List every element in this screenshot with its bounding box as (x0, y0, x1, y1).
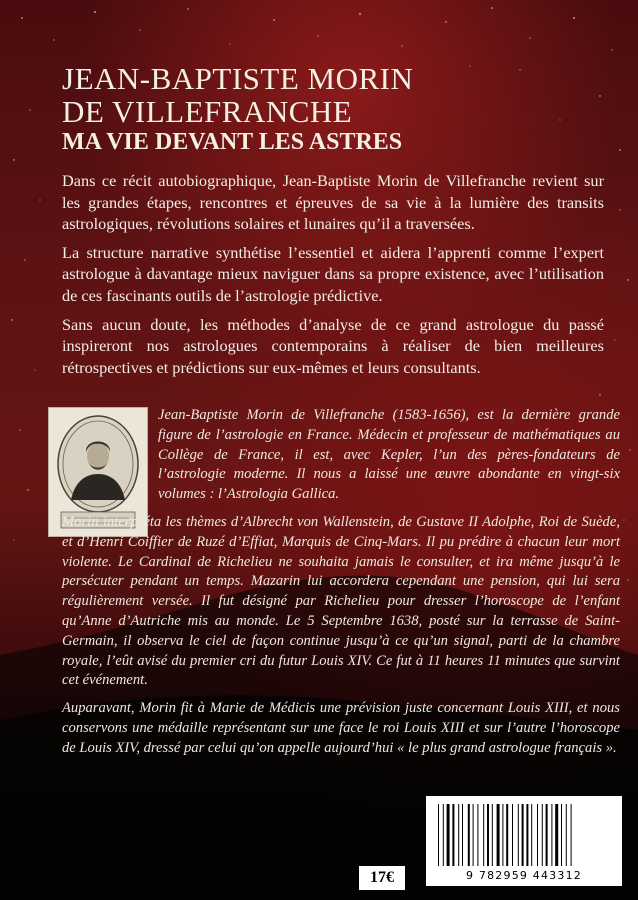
price-tag: 17€ (359, 866, 405, 890)
intro-paragraph-1: Dans ce récit autobiographique, Jean-Baptiste Morin de Villefranche revient sur les grandes étapes, rencontres et épreuves de sa vie à la lumière des transits astrologiques, révolutions solaires et lunaires qu’il a traversées. (62, 171, 604, 234)
isbn-number: 9 782959 443312 (466, 869, 582, 882)
bio-paragraph-3: Auparavant, Morin fit à Marie de Médicis une prévision juste concernant Louis XIII, et nous conservons une médaille représentant sur une face le roi Louis XIII et sur l’autre l’horoscope de Louis XIV, dressé par celui qu’on appelle aujourd’hui « le plus grand astrologue français ». (62, 700, 620, 756)
barcode-bars (426, 796, 622, 868)
title-block (62, 62, 413, 156)
intro-paragraph-2: La structure narrative synthétise l’essentiel et aidera l’apprenti comme l’expert astrologue à davantage mieux naviguer dans sa propre existence, avec l’utilisation de ces fascinants outils de l’astrologie prédictive. (62, 242, 604, 305)
book-title-line-1: JEAN-BAPTISTE MORIN (62, 61, 414, 96)
bio-paragraph-1: Jean-Baptiste Morin de Villefranche (1583-1656), est la dernière grande figure de l’astrologie en France. Médecin et professeur de mathématiques au Collège de France, il est, avec Kepler, l’un des pères-fondateurs de l’astrologie moderne. Il nous a laissé une œuvre abondante en vingt-six volumes : l’Astrologia Gallica. (158, 407, 620, 503)
book-subtitle: MA VIE DEVANT LES ASTRES (62, 129, 403, 155)
book-title-line-2: DE VILLEFRANCHE (62, 94, 353, 129)
intro-paragraph-3: Sans aucun doute, les méthodes d’analyse de ce grand astrologue du passé inspireront nos astrologues contemporains à réaliser de bien meilleures rétrospectives et prédictions sur eux-mêmes et leurs consultants. (62, 314, 604, 377)
isbn-barcode (426, 796, 622, 886)
author-biography (62, 406, 620, 767)
bio-paragraph-2: Morin interpréta les thèmes d’Albrecht von Wallenstein, de Gustave II Adolphe, Roi de Suède, et d’Henri Coiffier de Ruzé d’Effiat, Marquis de Cinq-Mars. Il pu prédire à chacun leur mort violente. Le Cardinal de Richelieu ne souhaita jamais le consulter, et ira même jusqu’à le persécuter pendant un temps. Mazarin lui accordera cependant une pension, qui lui sera régulièrement versée. Il fut désigné par Richelieu pour dresser l’horoscope de l’enfant qu’Anne d’Autriche mis au monde. Le 5 Septembre 1638, posté sur la terrasse de Saint-Germain, il observa le ciel de façon continue jusqu’à ce qu’un signal, parti de la chambre royale, l’eût avisé du premier cri du futur Louis XIV. Ce fut à 11 heures 11 minutes que survint cet événement. (62, 513, 620, 689)
intro-text (62, 170, 604, 385)
